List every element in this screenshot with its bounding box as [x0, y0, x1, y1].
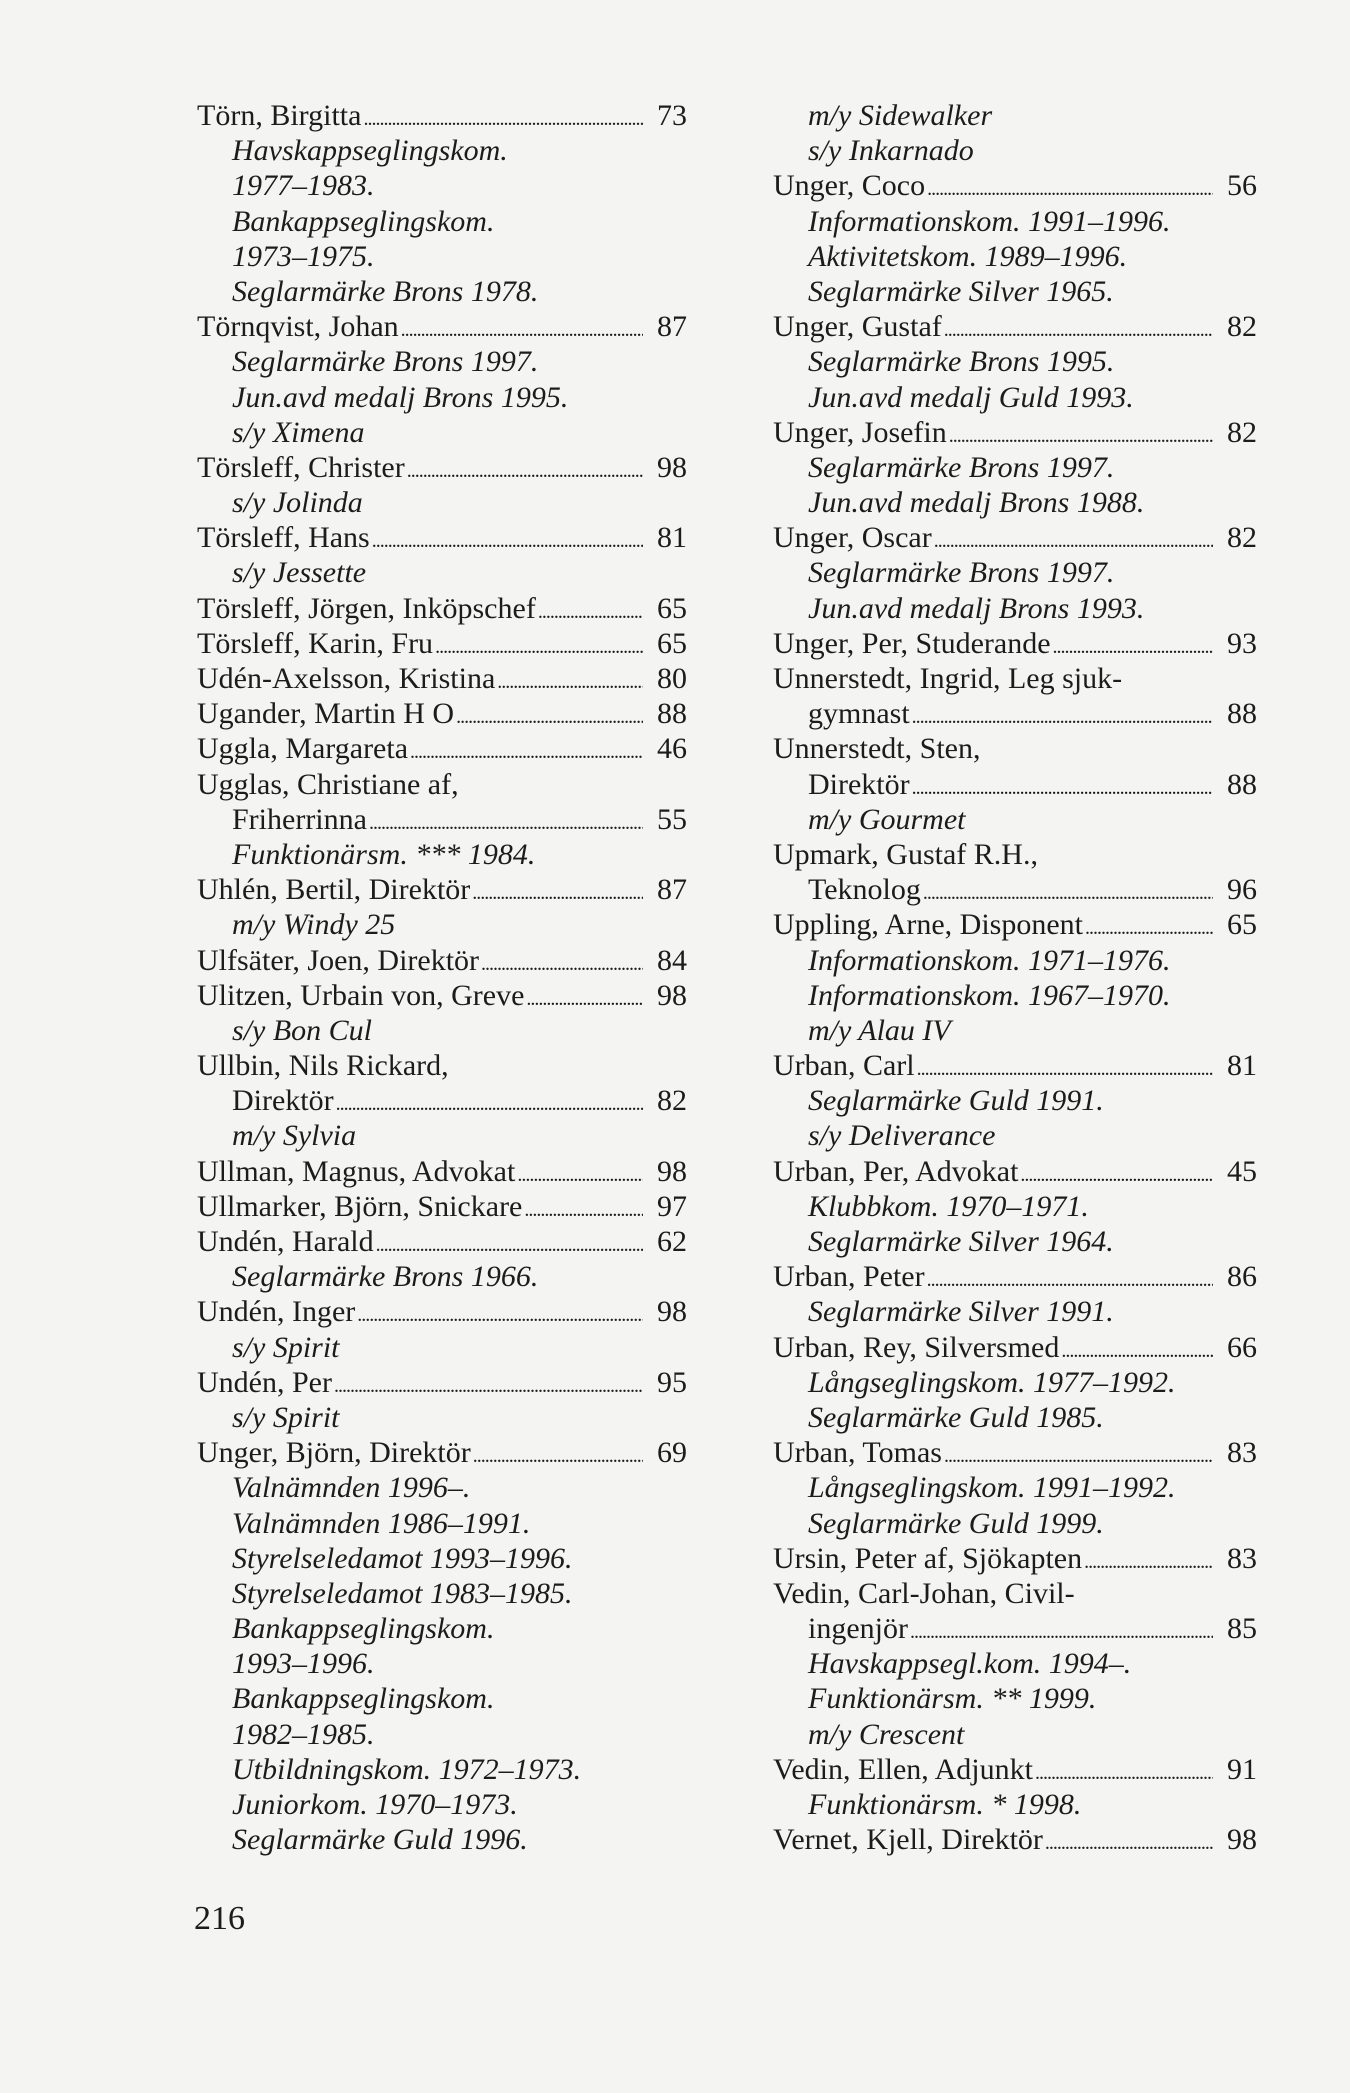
entry-text: Ugander, Martin H O [197, 697, 455, 731]
entry-text: Unnerstedt, Sten, [773, 732, 981, 766]
entry-detail-line [773, 239, 1257, 274]
dot-leader [363, 98, 643, 137]
entry-text: Unger, Oscar [773, 521, 932, 555]
dot-leader [336, 1083, 643, 1122]
entry-text: Unger, Josefin [773, 415, 947, 449]
entry-detail-line [773, 591, 1257, 626]
index-entry [197, 872, 687, 907]
dot-leader [407, 450, 643, 489]
index-entry-continued [197, 1048, 687, 1083]
entry-detail-line [197, 1330, 687, 1365]
entry-detail-line [773, 1083, 1257, 1118]
entry-detail-line [197, 1506, 687, 1541]
index-entry [773, 1752, 1257, 1787]
dot-leader [334, 1365, 643, 1404]
index-entry-continued [773, 731, 1257, 766]
entry-detail-line [197, 1822, 687, 1857]
index-entry [197, 661, 687, 696]
entry-text: Seglarmärke Guld 1985. [808, 1400, 1104, 1434]
index-entry [197, 626, 687, 661]
entry-page-number: 65 [657, 626, 687, 660]
entry-text: Informationskom. 1971–1976. [808, 943, 1171, 977]
entry-page-number: 83 [1227, 1541, 1257, 1575]
entry-text: Direktör [808, 767, 910, 801]
entry-detail-line [197, 274, 687, 309]
dot-leader [912, 696, 1213, 735]
entry-text: Långseglingskom. 1991–1992. [808, 1471, 1176, 1505]
dot-leader [934, 520, 1213, 559]
dot-leader [517, 1154, 643, 1193]
entry-text: Juniorkom. 1970–1973. [232, 1788, 518, 1821]
entry-text: Upmark, Gustaf R.H., [773, 837, 1038, 871]
entry-detail-line [197, 415, 687, 450]
entry-text: Friherrinna [232, 802, 367, 836]
entry-text: Uggla, Margareta [197, 732, 409, 766]
entry-detail-line [773, 1646, 1257, 1681]
entry-text: Seglarmärke Brons 1997. [232, 345, 539, 379]
entry-text: Urban, Per, Advokat [773, 1154, 1019, 1188]
entry-text: s/y Ximena [232, 415, 365, 449]
index-entry [773, 872, 1257, 907]
dot-leader [526, 978, 643, 1017]
entry-text: m/y Alau IV [808, 1013, 951, 1047]
index-entry [773, 309, 1257, 344]
entry-page-number: 82 [1227, 415, 1257, 449]
entry-text: Utbildningskom. 1972–1973. [232, 1752, 582, 1786]
entry-text: Uhlén, Bertil, Direktör [197, 873, 471, 907]
index-entry [773, 1330, 1257, 1365]
entry-text: Aktivitetskom. 1989–1996. [808, 239, 1128, 273]
entry-page-number: 98 [657, 1154, 687, 1188]
entry-text: Ullman, Magnus, Advokat [197, 1154, 516, 1188]
entry-page-number: 83 [1227, 1436, 1257, 1470]
entry-page-number: 93 [1227, 626, 1257, 660]
entry-detail-line [197, 133, 687, 168]
dot-leader [1084, 1541, 1213, 1580]
dot-leader [1045, 1822, 1213, 1861]
entry-detail-line [197, 1611, 687, 1646]
entry-text: Ursin, Peter af, Sjökapten [773, 1541, 1083, 1575]
entry-text: Undén, Harald [197, 1225, 374, 1258]
entry-page-number: 96 [1227, 873, 1257, 907]
dot-leader [481, 943, 643, 982]
entry-text: Långseglingskom. 1977–1992. [808, 1365, 1176, 1399]
entry-detail-line [773, 98, 1257, 133]
dot-leader [376, 1224, 643, 1263]
entry-text: Törsleff, Jörgen, Inköpschef [197, 591, 536, 625]
dot-leader [1061, 1330, 1213, 1369]
index-entry [197, 802, 687, 837]
entry-detail-line [773, 1400, 1257, 1435]
entry-text: Seglarmärke Silver 1965. [808, 274, 1114, 308]
dot-leader [923, 872, 1213, 911]
page-number: 216 [194, 1900, 245, 1937]
index-entry [773, 1048, 1257, 1083]
entry-detail-line [773, 1224, 1257, 1259]
entry-text: Direktör [232, 1084, 334, 1118]
index-entry [197, 309, 687, 344]
entry-text: Seglarmärke Brons 1978. [232, 274, 539, 308]
entry-text: Vedin, Ellen, Adjunkt [773, 1752, 1033, 1786]
index-entry [773, 696, 1257, 731]
dot-leader [372, 520, 643, 559]
entry-text: Seglarmärke Brons 1966. [232, 1260, 539, 1294]
entry-text: Seglarmärke Guld 1999. [808, 1506, 1104, 1540]
entry-text: Jun.avd medalj Brons 1993. [808, 591, 1145, 625]
entry-text: Seglarmärke Brons 1995. [808, 345, 1115, 379]
dot-leader [435, 626, 643, 665]
entry-text: Funktionärsm. * 1998. [808, 1788, 1082, 1821]
dot-leader [357, 1294, 643, 1333]
entry-detail-line [773, 133, 1257, 168]
entry-detail-line [197, 1400, 687, 1435]
entry-text: Törsleff, Hans [197, 521, 370, 555]
entry-detail-line [773, 1189, 1257, 1224]
entry-text: Informationskom. 1967–1970. [808, 978, 1171, 1012]
entry-text: m/y Gourmet [808, 802, 966, 836]
index-entry [773, 626, 1257, 661]
index-entry [773, 1611, 1257, 1646]
entry-page-number: 98 [657, 450, 687, 484]
index-entry [773, 1154, 1257, 1189]
entry-text: Urban, Carl [773, 1049, 915, 1083]
index-entry [197, 731, 687, 766]
dot-leader [944, 1435, 1213, 1474]
entry-detail-line [197, 380, 687, 415]
entry-detail-line [197, 1787, 687, 1822]
entry-text: Bankappseglingskom. [232, 1612, 495, 1646]
index-entry [197, 978, 687, 1013]
entry-page-number: 88 [1227, 697, 1257, 731]
entry-text: Valnämnden 1986–1991. [232, 1506, 531, 1540]
index-entry [773, 415, 1257, 450]
index-entry [197, 1154, 687, 1189]
entry-page-number: 45 [1227, 1154, 1257, 1188]
entry-detail-line [773, 943, 1257, 978]
entry-page-number: 46 [657, 732, 687, 766]
index-entry [773, 1259, 1257, 1294]
entry-page-number: 85 [1227, 1612, 1257, 1646]
entry-detail-line [197, 1118, 687, 1153]
index-entry [197, 1083, 687, 1118]
entry-detail-line [197, 485, 687, 520]
index-entry [773, 520, 1257, 555]
entry-text: s/y Jessette [232, 556, 367, 590]
entry-detail-line [197, 1541, 687, 1576]
entry-text: 1973–1975. [232, 239, 375, 273]
entry-text: Ulitzen, Urbain von, Greve [197, 978, 525, 1012]
entry-text: Unger, Björn, Direktör [197, 1436, 471, 1470]
entry-text: Styrelseledamot 1993–1996. [232, 1541, 573, 1575]
dot-leader [927, 1259, 1213, 1298]
dot-leader [538, 591, 643, 630]
entry-page-number: 81 [657, 521, 687, 555]
entry-detail-line [773, 1365, 1257, 1400]
entry-text: Ulfsäter, Joen, Direktör [197, 943, 480, 977]
entry-page-number: 55 [657, 802, 687, 836]
entry-page-number: 88 [657, 697, 687, 731]
dot-leader [1020, 1154, 1213, 1193]
entry-text: s/y Deliverance [808, 1119, 996, 1153]
entry-text: Funktionärsm. *** 1984. [232, 837, 536, 871]
entry-text: Seglarmärke Guld 1996. [232, 1823, 528, 1857]
entry-detail-line [197, 1646, 687, 1681]
dot-leader [917, 1048, 1213, 1087]
entry-detail-line [197, 168, 687, 203]
entry-text: 1982–1985. [232, 1717, 375, 1751]
entry-text: Seglarmärke Silver 1991. [808, 1295, 1114, 1329]
entry-text: Jun.avd medalj Brons 1995. [232, 380, 569, 414]
entry-detail-line [773, 978, 1257, 1013]
dot-leader [456, 696, 643, 735]
dot-leader [524, 1189, 643, 1228]
entry-text: Ullbin, Nils Rickard, [197, 1049, 449, 1083]
dot-leader [1085, 907, 1213, 946]
index-entry [773, 1822, 1257, 1857]
entry-page-number: 69 [657, 1436, 687, 1470]
entry-text: Havskappseglingskom. [232, 134, 508, 168]
index-entry [197, 520, 687, 555]
entry-detail-line [773, 1717, 1257, 1752]
entry-text: Unnerstedt, Ingrid, Leg sjuk- [773, 662, 1123, 695]
dot-leader [910, 1611, 1213, 1650]
entry-detail-line [773, 204, 1257, 239]
entry-detail-line [773, 1787, 1257, 1822]
entry-text: 1977–1983. [232, 169, 375, 203]
index-column-left [197, 98, 687, 1857]
entry-detail-line [773, 555, 1257, 590]
index-entry [197, 591, 687, 626]
index-entry-continued [773, 1576, 1257, 1611]
entry-page-number: 82 [1227, 310, 1257, 344]
entry-page-number: 98 [657, 1295, 687, 1329]
index-entry-continued [773, 837, 1257, 872]
entry-detail-line [197, 1681, 687, 1716]
index-entry-continued [773, 661, 1257, 696]
entry-text: gymnast [808, 697, 910, 731]
entry-page-number: 73 [657, 99, 687, 132]
entry-text: Törn, Birgitta [197, 99, 362, 132]
index-entry [197, 696, 687, 731]
entry-text: m/y Sylvia [232, 1119, 357, 1153]
entry-page-number: 80 [657, 662, 687, 695]
index-entry-continued [197, 767, 687, 802]
dot-leader [473, 1435, 643, 1474]
entry-detail-line [773, 274, 1257, 309]
index-entry [197, 1294, 687, 1329]
entry-text: ingenjör [808, 1612, 908, 1646]
entry-text: Valnämnden 1996–. [232, 1471, 471, 1505]
entry-detail-line [197, 555, 687, 590]
index-entry [773, 767, 1257, 802]
entry-text: Uppling, Arne, Disponent [773, 908, 1083, 942]
entry-detail-line [197, 837, 687, 872]
index-entry [773, 1541, 1257, 1576]
entry-text: Havskappsegl.kom. 1994–. [808, 1647, 1132, 1681]
entry-page-number: 82 [1227, 521, 1257, 555]
dot-leader [912, 767, 1213, 806]
entry-detail-line [773, 450, 1257, 485]
entry-page-number: 62 [657, 1225, 687, 1258]
entry-page-number: 65 [657, 591, 687, 625]
entry-detail-line [197, 239, 687, 274]
entry-text: Seglarmärke Brons 1997. [808, 556, 1115, 590]
entry-detail-line [773, 1294, 1257, 1329]
dot-leader [472, 872, 643, 911]
index-entry [773, 168, 1257, 203]
dot-leader [369, 802, 643, 841]
entry-detail-line [197, 1717, 687, 1752]
dot-leader [497, 661, 643, 700]
entry-text: m/y Windy 25 [232, 908, 396, 942]
entry-page-number: 86 [1227, 1260, 1257, 1294]
entry-text: s/y Spirit [232, 1400, 340, 1434]
entry-text: Bankappseglingskom. [232, 1682, 495, 1716]
entry-text: s/y Inkarnado [808, 134, 974, 168]
entry-detail-line [197, 907, 687, 942]
entry-text: Vedin, Carl-Johan, Civil- [773, 1576, 1075, 1610]
entry-text: Törsleff, Karin, Fru [197, 626, 434, 660]
dot-leader [1053, 626, 1213, 665]
entry-detail-line [773, 1470, 1257, 1505]
dot-leader [927, 168, 1213, 207]
entry-page-number: 88 [1227, 767, 1257, 801]
entry-text: Urban, Peter [773, 1260, 925, 1294]
entry-detail-line [773, 1118, 1257, 1153]
index-entry [197, 1365, 687, 1400]
entry-text: Jun.avd medalj Guld 1993. [808, 380, 1134, 414]
entry-text: Ullmarker, Björn, Snickare [197, 1189, 523, 1223]
entry-text: Klubbkom. 1970–1971. [808, 1189, 1089, 1223]
entry-detail-line [197, 204, 687, 239]
entry-text: Urban, Tomas [773, 1436, 942, 1470]
entry-text: Vernet, Kjell, Direktör [773, 1823, 1043, 1857]
index-entry [773, 907, 1257, 942]
entry-text: s/y Bon Cul [232, 1013, 372, 1047]
entry-page-number: 87 [657, 310, 687, 344]
index-entry [197, 1435, 687, 1470]
entry-detail-line [773, 485, 1257, 520]
entry-page-number: 98 [1227, 1823, 1257, 1857]
dot-leader [1035, 1752, 1213, 1791]
dot-leader [949, 415, 1213, 454]
entry-text: Styrelseledamot 1983–1985. [232, 1576, 573, 1610]
entry-text: Udén-Axelsson, Kristina [197, 662, 496, 695]
entry-text: Seglarmärke Guld 1991. [808, 1084, 1104, 1118]
entry-text: Undén, Inger [197, 1295, 356, 1329]
index-column-right [773, 98, 1257, 1857]
index-entry [197, 943, 687, 978]
entry-page-number: 97 [657, 1189, 687, 1223]
entry-text: Jun.avd medalj Brons 1988. [808, 486, 1145, 520]
entry-text: s/y Spirit [232, 1330, 340, 1364]
entry-text: Informationskom. 1991–1996. [808, 204, 1171, 238]
entry-detail-line [197, 1576, 687, 1611]
entry-text: Funktionärsm. ** 1999. [808, 1682, 1097, 1716]
entry-detail-line [197, 1259, 687, 1294]
entry-detail-line [197, 1752, 687, 1787]
entry-text: Teknolog [808, 873, 921, 907]
entry-detail-line [197, 1470, 687, 1505]
dot-leader [944, 309, 1213, 348]
entry-text: Unger, Coco [773, 169, 926, 203]
index-entry [773, 1435, 1257, 1470]
dot-leader [410, 731, 643, 770]
dot-leader [401, 309, 643, 348]
entry-text: Urban, Rey, Silversmed [773, 1330, 1060, 1364]
entry-text: Unger, Gustaf [773, 310, 942, 344]
entry-text: Unger, Per, Studerande [773, 626, 1051, 660]
entry-detail-line [773, 802, 1257, 837]
entry-text: Seglarmärke Silver 1964. [808, 1225, 1114, 1258]
entry-page-number: 84 [657, 943, 687, 977]
entry-text: 1993–1996. [232, 1647, 375, 1681]
entry-detail-line [773, 344, 1257, 379]
entry-page-number: 98 [657, 978, 687, 1012]
entry-detail-line [773, 380, 1257, 415]
entry-detail-line [773, 1013, 1257, 1048]
index-entry [197, 1189, 687, 1224]
entry-detail-line [773, 1681, 1257, 1716]
entry-page-number: 95 [657, 1365, 687, 1399]
entry-text: Törnqvist, Johan [197, 310, 399, 344]
entry-detail-line [197, 1013, 687, 1048]
entry-text: Ugglas, Christiane af, [197, 767, 459, 801]
entry-page-number: 81 [1227, 1049, 1257, 1083]
entry-page-number: 91 [1227, 1752, 1257, 1786]
entry-text: s/y Jolinda [232, 486, 363, 520]
entry-page-number: 65 [1227, 908, 1257, 942]
entry-text: m/y Sidewalker [808, 99, 993, 132]
entry-text: Undén, Per [197, 1365, 332, 1399]
entry-detail-line [773, 1506, 1257, 1541]
index-entry [197, 1224, 687, 1259]
entry-text: m/y Crescent [808, 1717, 965, 1751]
entry-text: Seglarmärke Brons 1997. [808, 450, 1115, 484]
entry-page-number: 82 [657, 1084, 687, 1118]
entry-page-number: 66 [1227, 1330, 1257, 1364]
index-entry [197, 450, 687, 485]
entry-page-number: 87 [657, 873, 687, 907]
entry-detail-line [197, 344, 687, 379]
entry-text: Törsleff, Christer [197, 450, 405, 484]
entry-page-number: 56 [1227, 169, 1257, 203]
entry-text: Bankappseglingskom. [232, 204, 495, 238]
index-entry [197, 98, 687, 133]
